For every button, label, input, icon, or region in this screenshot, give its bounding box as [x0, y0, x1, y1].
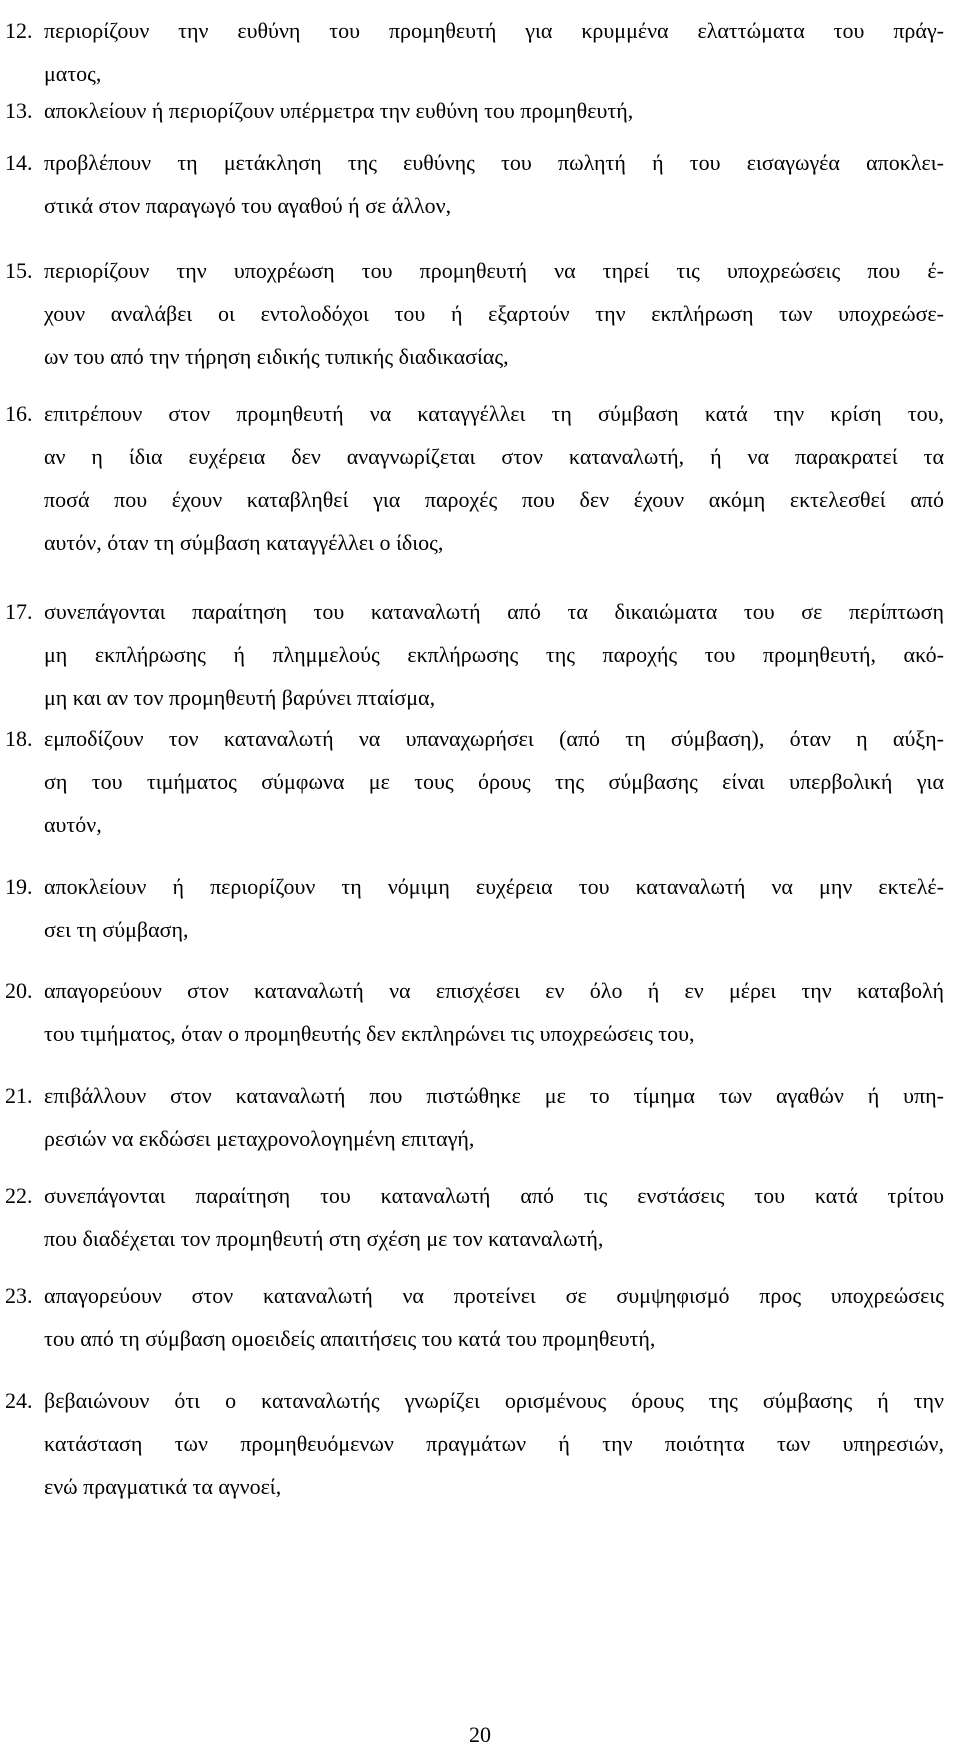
- list-item-text-line: ρεσιών να εκδώσει μεταχρονολογημένη επιταγή,: [44, 1126, 475, 1151]
- list-item-text-line: στικά στον παραγωγό του αγαθού ή σε άλλον,: [44, 193, 452, 218]
- list-item-text-line: ποσά που έχουν καταβληθεί για παροχές που δεν έχουν ακόμη εκτελεσθεί από: [44, 487, 944, 512]
- list-item-text-line: συνεπάγονται παραίτηση του καταναλωτή από τις ενστάσεις του κατά τρίτου: [44, 1183, 944, 1208]
- list-item-number: 12.: [5, 18, 33, 43]
- list-item-text-line: αυτόν,: [44, 812, 102, 837]
- list-item-number: 20.: [5, 978, 33, 1003]
- list-item-text-line: επιβάλλουν στον καταναλωτή που πιστώθηκε με το τίμημα των αγαθών ή υπη-: [44, 1083, 944, 1108]
- list-item-text-line: χουν αναλάβει οι εντολοδόχοι του ή εξαρτούν την εκπλήρωση των υποχρεώσε-: [44, 301, 944, 326]
- list-item-text-line: περιορίζουν την υποχρέωση του προμηθευτή να τηρεί τις υποχρεώσεις που έ-: [44, 258, 944, 283]
- list-item-number: 14.: [5, 150, 33, 175]
- page-number: 20: [469, 1722, 491, 1747]
- list-item-text-line: απαγορεύουν στον καταναλωτή να επισχέσει εν όλο ή εν μέρει την καταβολή: [44, 978, 944, 1003]
- list-item-text-line: προβλέπουν τη μετάκληση της ευθύνης του πωλητή ή του εισαγωγέα αποκλει-: [44, 150, 944, 175]
- list-item-text-line: ενώ πραγματικά τα αγνοεί,: [44, 1474, 282, 1499]
- list-item-text-line: ων του από την τήρηση ειδικής τυπικής διαδικασίας,: [44, 344, 509, 369]
- list-item-text-line: του τιμήματος, όταν ο προμηθευτής δεν εκπληρώνει τις υποχρεώσεις του,: [44, 1021, 695, 1046]
- list-item-text-line: αποκλείουν ή περιορίζουν υπέρμετρα την ευθύνη του προμηθευτή,: [44, 98, 634, 123]
- list-item-text-line: ματος,: [44, 61, 102, 86]
- list-item-number: 21.: [5, 1083, 33, 1108]
- list-item-number: 17.: [5, 599, 33, 624]
- list-item-text-line: σει τη σύμβαση,: [44, 917, 189, 942]
- list-item-text-line: που διαδέχεται τον προμηθευτή στη σχέση με τον καταναλωτή,: [44, 1226, 604, 1251]
- list-item-text-line: ση του τιμήματος σύμφωνα με τους όρους της σύμβασης είναι υπερβολική για: [44, 769, 944, 794]
- list-item-number: 24.: [5, 1388, 33, 1413]
- list-item-text-line: μη εκπλήρωσης ή πλημμελούς εκπλήρωσης της παροχής του προμηθευτή, ακό-: [44, 642, 944, 667]
- list-item-text-line: αυτόν, όταν τη σύμβαση καταγγέλλει ο ίδιος,: [44, 530, 444, 555]
- list-item-text-line: αν η ίδια ευχέρεια δεν αναγνωρίζεται στον καταναλωτή, ή να παρακρατεί τα: [44, 444, 944, 469]
- list-item-text-line: συνεπάγονται παραίτηση του καταναλωτή από τα δικαιώματα του σε περίπτωση: [44, 599, 944, 624]
- list-item-text-line: μη και αν τον προμηθευτή βαρύνει πταίσμα,: [44, 685, 436, 710]
- list-item-number: 15.: [5, 258, 33, 283]
- list-item-number: 18.: [5, 726, 33, 751]
- list-item-number: 22.: [5, 1183, 33, 1208]
- list-item-number: 16.: [5, 401, 33, 426]
- list-item-text-line: του από τη σύμβαση ομοειδείς απαιτήσεις του κατά του προμηθευτή,: [44, 1326, 656, 1351]
- list-item-text-line: αποκλείουν ή περιορίζουν τη νόμιμη ευχέρεια του καταναλωτή να μην εκτελέ-: [44, 874, 944, 899]
- list-item-text-line: επιτρέπουν στον προμηθευτή να καταγγέλλει τη σύμβαση κατά την κρίση του,: [44, 401, 944, 426]
- list-item-text-line: βεβαιώνουν ότι ο καταναλωτής γνωρίζει ορισμένους όρους της σύμβασης ή την: [44, 1388, 944, 1413]
- list-item-text-line: εμποδίζουν τον καταναλωτή να υπαναχωρήσει (από τη σύμβαση), όταν η αύξη-: [44, 726, 944, 751]
- list-item-number: 19.: [5, 874, 33, 899]
- list-item-text-line: περιορίζουν την ευθύνη του προμηθευτή για κρυμμένα ελαττώματα του πράγ-: [44, 18, 944, 43]
- list-item-number: 23.: [5, 1283, 33, 1308]
- list-item-text-line: απαγορεύουν στον καταναλωτή να προτείνει σε συμψηφισμό προς υποχρεώσεις: [44, 1283, 944, 1308]
- list-item-number: 13.: [5, 98, 33, 123]
- list-item-text-line: κατάσταση των προμηθευόμενων πραγμάτων ή την ποιότητα των υπηρεσιών,: [44, 1431, 944, 1456]
